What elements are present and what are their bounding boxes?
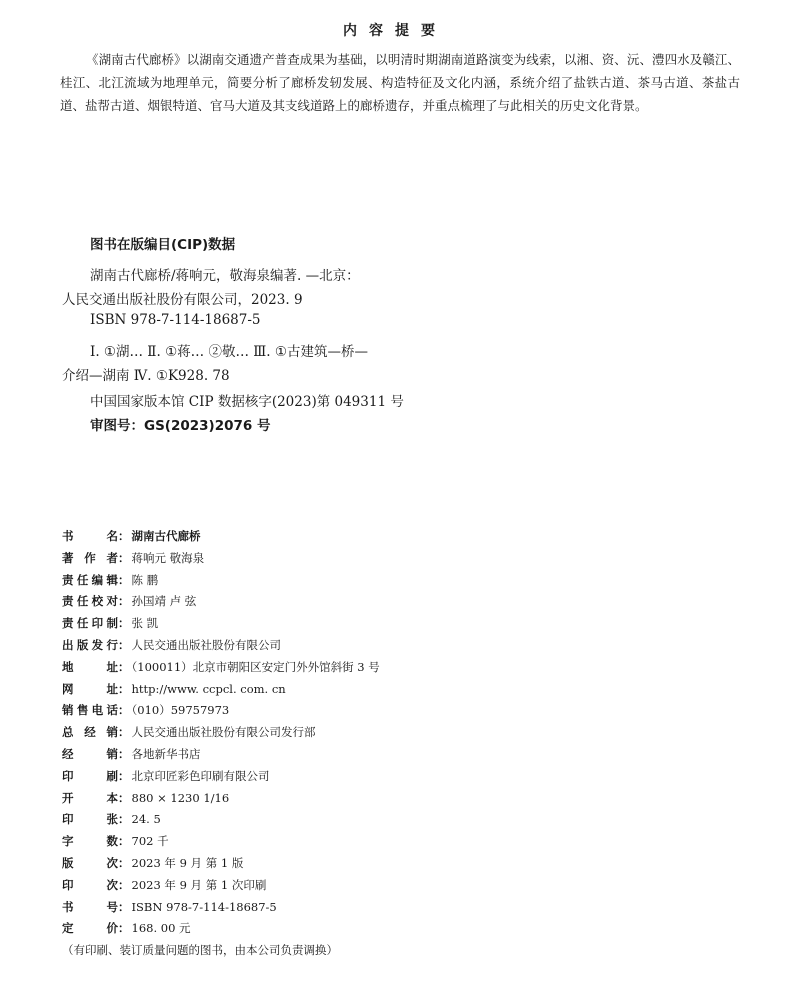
spec-label: 版次 [62,856,118,870]
spec-value: 702 千 [131,834,169,849]
spec-label: 书号 [62,899,118,914]
spec-row [62,615,158,631]
spec-row [62,659,380,675]
spec-label: 印刷 [62,768,118,783]
spec-value: 蒋响元 敬海泉 [131,550,205,565]
spec-label: 网址 [62,681,118,696]
spec-label: 字数 [62,834,118,849]
spec-value: 各地新华书店 [131,747,201,761]
spec-colon: ： [118,790,130,805]
spec-colon: ： [118,594,130,609]
spec-value: （100011）北京市朝阳区安定门外外馆斜街 3 号 [131,659,380,674]
spec-value: ISBN 978-7-114-18687-5 [131,899,277,914]
cip-line-6: 中国国家版本馆 CIP 数据核字(2023)第 049311 号 [90,394,404,410]
spec-value: http://www. ccpcl. com. cn [131,681,286,696]
spec-value: 2023 年 9 月 第 1 次印刷 [131,877,267,892]
quality-note: （有印刷、装订质量问题的图书，由本公司负责调换） [62,943,338,957]
spec-value: 880 × 1230 1/16 [131,790,230,805]
spec-value: 张 凯 [131,616,159,631]
spec-value: 人民交通出版社股份有限公司发行部 [131,725,316,740]
spec-row [62,790,229,806]
spec-colon: ： [118,550,130,565]
cip-line-1: 湖南古代廊桥/蒋响元，敬海泉编著. —北京： [90,268,360,284]
spec-value: 孙国靖 卢 弦 [131,594,197,609]
spec-colon: ： [118,747,130,761]
spec-row [62,528,201,544]
spec-row [62,746,201,762]
spec-colon: ： [118,638,130,652]
spec-row [62,572,158,588]
spec-row [62,833,169,849]
spec-value: 168. 00 元 [131,921,191,936]
spec-colon: ： [118,616,130,631]
spec-row [62,768,270,784]
spec-label: 书名 [62,529,118,543]
spec-label: 出版发行 [62,638,118,652]
spec-label: 著作者 [62,550,118,565]
spec-row [62,550,204,566]
spec-label: 定价 [62,921,118,936]
spec-colon: ： [118,921,130,936]
spec-row [62,702,229,718]
cip-line-5: 介绍—湖南 Ⅳ. ①K928. 78 [62,368,230,384]
summary-title: 内容提要 [343,23,447,39]
spec-value: 北京印匠彩色印刷有限公司 [131,768,270,783]
spec-value: 24. 5 [131,812,161,827]
spec-row [62,637,281,653]
spec-value: 人民交通出版社股份有限公司 [131,638,281,652]
spec-row [62,920,191,936]
spec-value: 2023 年 9 月 第 1 版 [131,856,244,870]
spec-label: 印张 [62,812,118,827]
spec-label: 开本 [62,790,118,805]
spec-row [62,593,196,609]
spec-row [62,811,161,827]
spec-colon: ： [118,877,130,892]
spec-colon: ： [118,856,130,870]
spec-label: 印次 [62,877,118,892]
spec-colon: ： [118,899,130,914]
spec-colon: ： [118,703,130,718]
spec-value: 湖南古代廊桥 [131,529,201,543]
spec-label: 地址 [62,659,118,674]
spec-row [62,724,316,740]
spec-colon: ： [118,812,130,827]
spec-label: 责任印制 [62,616,118,631]
summary-text: 《湖南古代廊桥》以湖南交通遗产普查成果为基础，以明清时期湖南道路演变为线索，以湘、资、沅、澧四水及赣江、桂江、北江流域为地理单元，简要分析了廊桥发轫发展、构造特征及文化内涵，系统介绍了盐铁古道、茶马古道、茶盐古道、盐帮古道、烟银特道、官马大道及其支线道路上的廊桥遗存，并重点梳理了与此相关的历史文化背景。 [60,52,740,113]
spec-value: （010）59757973 [131,703,230,718]
spec-row [62,899,277,915]
spec-colon: ： [118,681,130,696]
spec-colon: ： [118,768,130,783]
cip-line-3: ISBN 978-7-114-18687-5 [90,312,261,328]
spec-value: 陈 鹏 [131,572,159,587]
spec-row [62,855,243,871]
spec-label: 销售电话 [62,703,118,718]
spec-colon: ： [118,725,130,740]
spec-colon: ： [118,572,130,587]
cip-heading: 图书在版编目(CIP)数据 [90,237,236,253]
spec-colon: ： [118,834,130,849]
cip-line-4: Ⅰ. ①湖… Ⅱ. ①蒋… ②敬… Ⅲ. ①古建筑—桥— [90,344,368,360]
spec-colon: ： [118,659,130,674]
spec-row [62,877,266,893]
cip-line-2: 人民交通出版社股份有限公司，2023. 9 [62,292,303,308]
spec-colon: ： [118,529,130,543]
spec-label: 总经销 [62,725,118,740]
spec-label: 责任编辑 [62,572,118,587]
spec-label: 责任校对 [62,594,118,609]
spec-row [62,681,286,697]
cip-line-7: 审图号：GS(2023)2076 号 [90,418,271,434]
spec-label: 经销 [62,747,118,761]
